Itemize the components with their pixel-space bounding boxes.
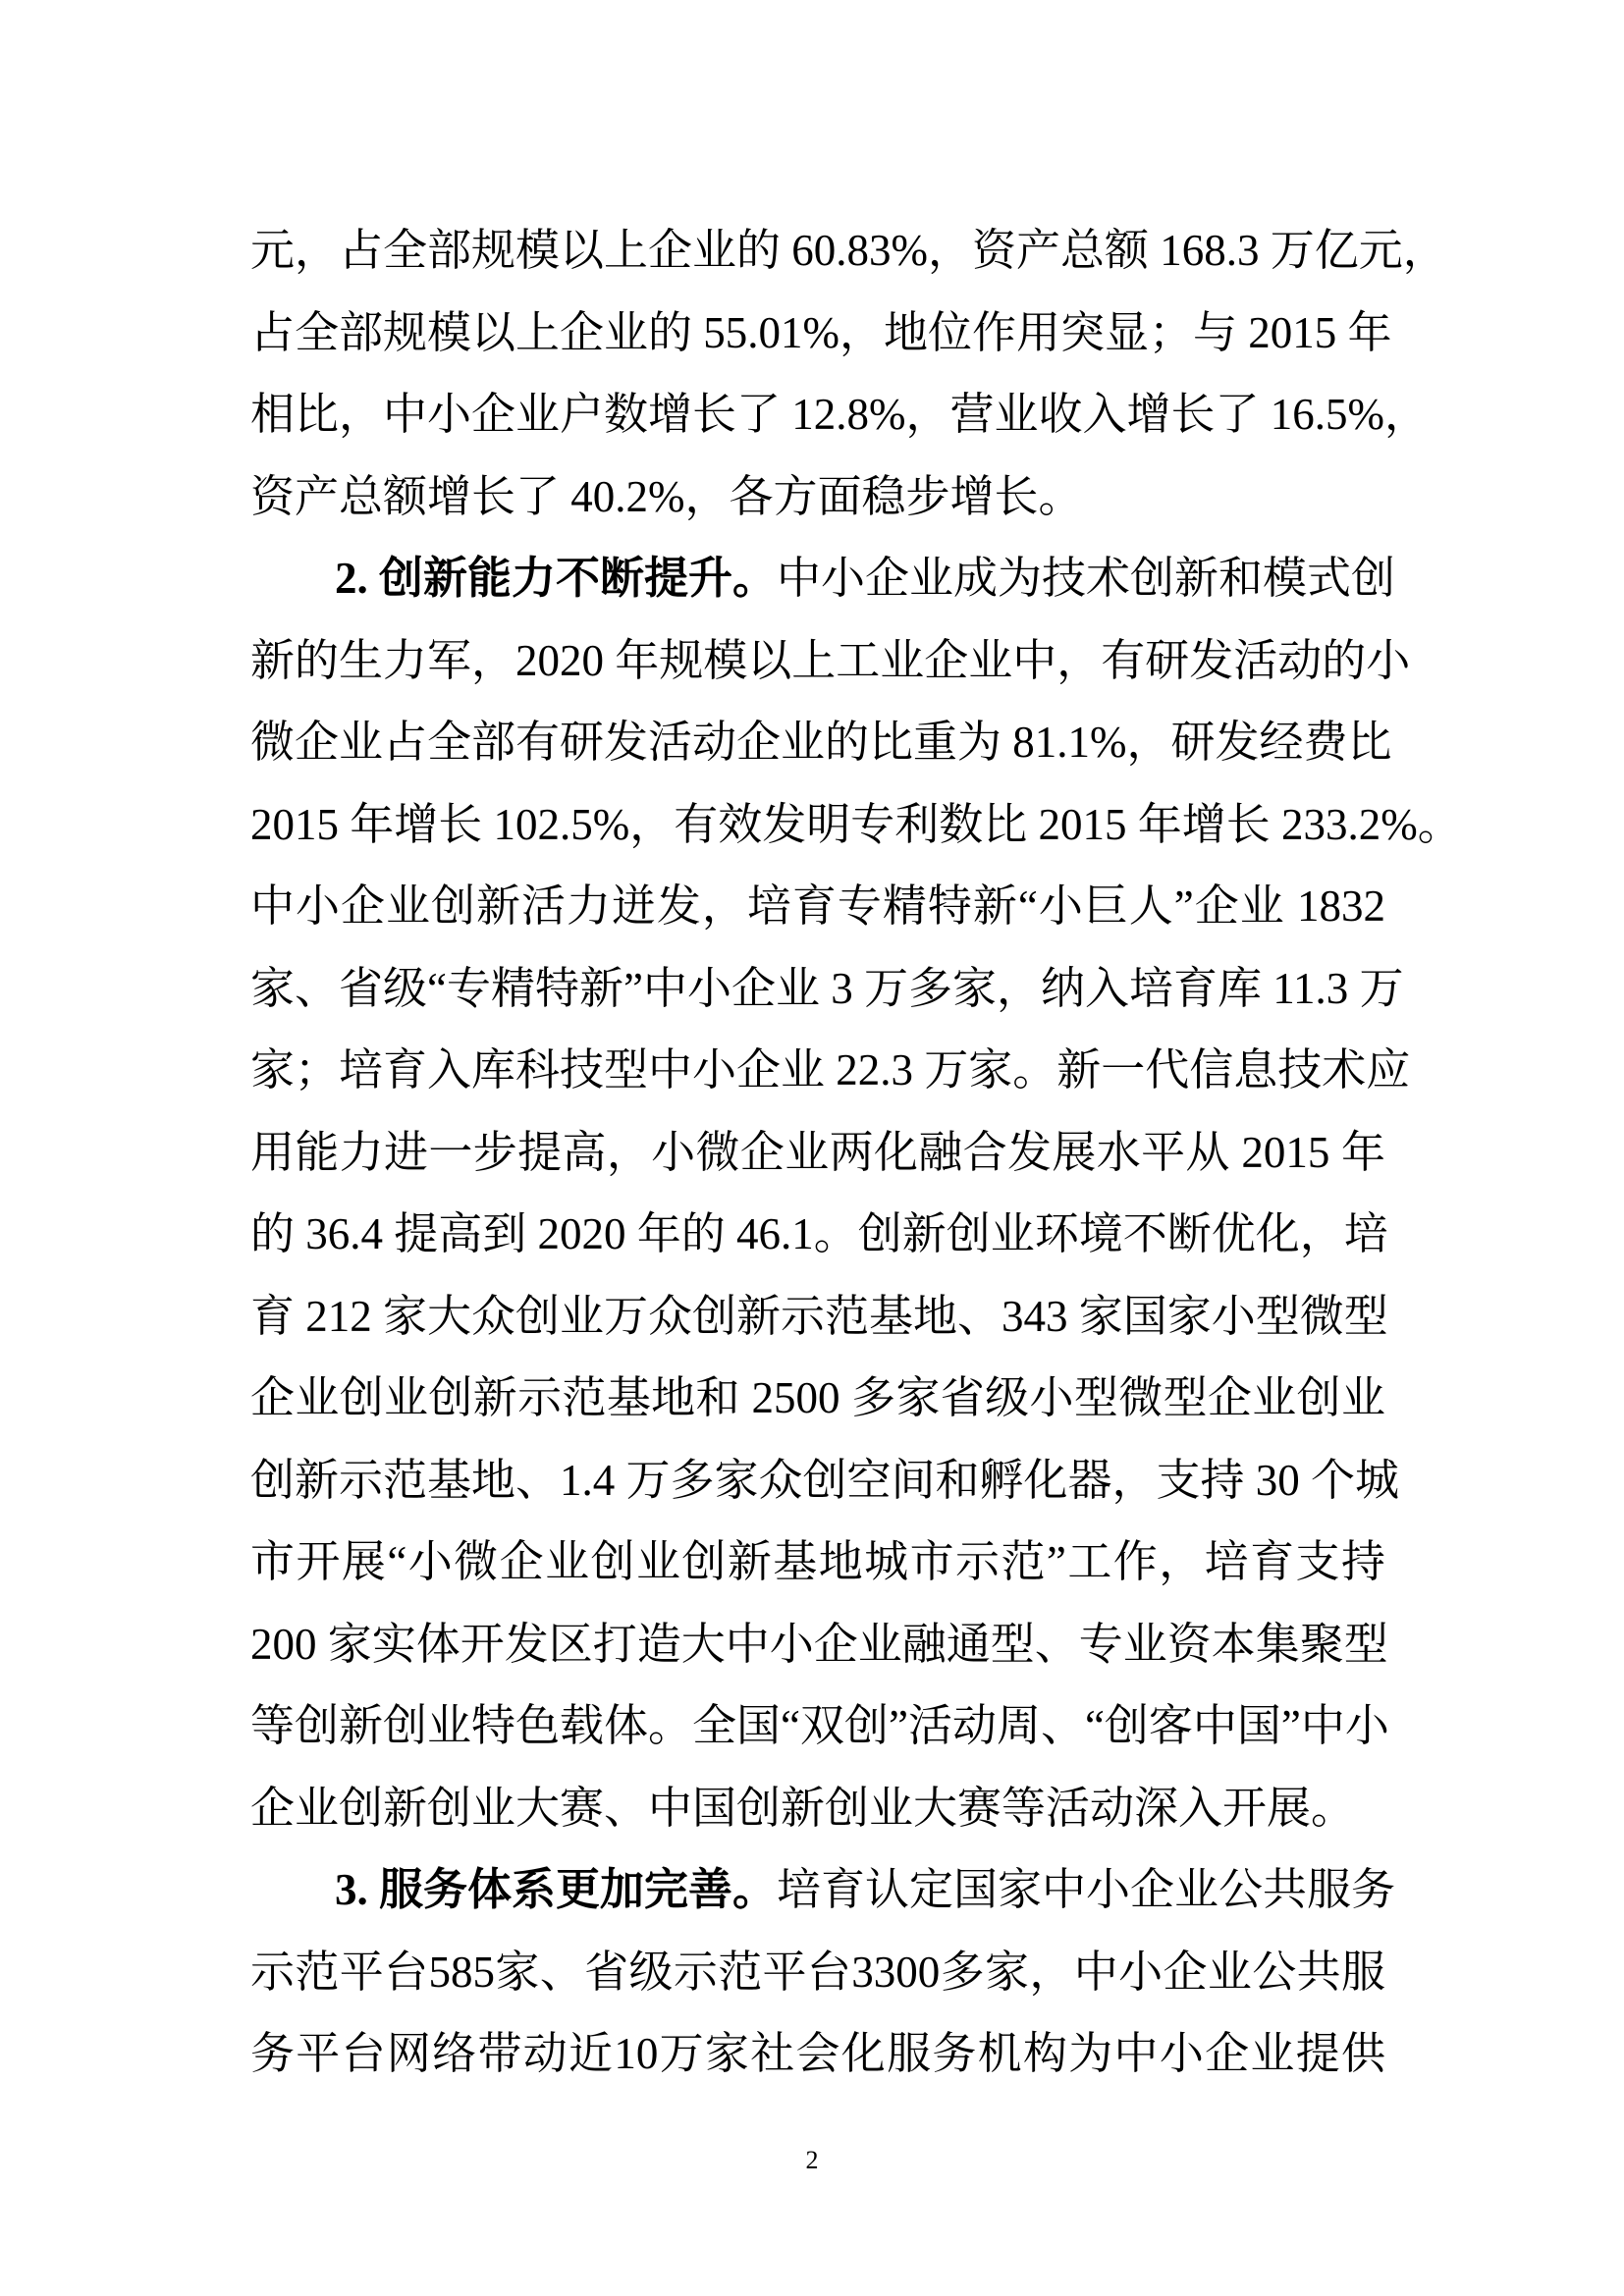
line-text: 务平台网络带动近10万家社会化服务机构为中小企业提供: [250, 2029, 1385, 2078]
text-line: [250, 1368, 1385, 1427]
line-text: 企业创业创新示范基地和 2500 多家省级小型微型企业创业: [250, 1373, 1385, 1422]
page-number: 2: [805, 2146, 819, 2174]
line-text: 的 36.4 提高到 2020 年的 46.1。创新创业环境不断优化，培: [250, 1209, 1388, 1258]
section-heading: 3. 服务体系更加完善。: [335, 1865, 778, 1914]
text-line: [250, 1615, 1388, 1674]
text-line: [250, 1204, 1388, 1263]
line-text: 用能力进一步提高，小微企业两化融合发展水平从 2015 年: [250, 1127, 1385, 1177]
line-text: 家；培育入库科技型中小企业 22.3 万家。新一代信息技术应: [250, 1045, 1411, 1095]
line-text: 相比，中小企业户数增长了 12.8%，营业收入增长了 16.5%，: [250, 390, 1429, 439]
text-line: [250, 1943, 1385, 2002]
section-heading-line: [250, 549, 1396, 608]
line-text: 占全部规模以上企业的 55.01%，地位作用突显；与 2015 年: [250, 307, 1392, 357]
line-text: 中小企业成为技术创新和模式创: [777, 554, 1396, 603]
text-line: [250, 1779, 1385, 1838]
text-line: [250, 303, 1392, 362]
line-text: 市开展“小微企业创业创新基地城市示范”工作，培育支持: [250, 1537, 1385, 1586]
line-text: 培育认定国家中小企业公共服务: [777, 1865, 1396, 1914]
section-heading: 2. 创新能力不断提升。: [335, 554, 778, 603]
text-line: [250, 467, 1385, 526]
text-line: [250, 877, 1385, 935]
text-line: [250, 959, 1404, 1018]
text-line: [250, 1287, 1388, 1346]
text-line: [250, 1451, 1400, 1510]
line-text: 家、省级“专精特新”中小企业 3 万多家，纳入培育库 11.3 万: [250, 963, 1404, 1013]
line-text: 等创新创业特色载体。全国“双创”活动周、“创客中国”中小: [250, 1701, 1389, 1750]
line-text: 2015 年增长 102.5%，有效发明专利数比 2015 年增长 233.2%。: [250, 799, 1462, 849]
section-heading-line: [250, 1860, 1396, 1919]
line-text: 微企业占全部有研发活动企业的比重为 81.1%，研发经费比: [250, 718, 1392, 767]
line-text: 示范平台585家、省级示范平台3300多家，中小企业公共服: [250, 1947, 1385, 1997]
text-line: [250, 221, 1447, 280]
line-text: 中小企业创新活力迸发，培育专精特新“小巨人”企业 1832: [250, 881, 1385, 931]
line-text: 企业创新创业大赛、中国创新创业大赛等活动深入开展。: [250, 1783, 1356, 1833]
line-text: 元，占全部规模以上企业的 60.83%，资产总额 168.3 万亿元，: [250, 226, 1447, 275]
text-line: [250, 1041, 1411, 1099]
line-text: 育 212 家大众创业万众创新示范基地、343 家国家小型微型: [250, 1291, 1388, 1341]
text-line: [250, 713, 1392, 772]
line-text: 资产总额增长了 40.2%，各方面稳步增长。: [250, 471, 1083, 521]
text-line: [250, 795, 1462, 854]
line-text: 新的生力军，2020 年规模以上工业企业中，有研发活动的小: [250, 635, 1411, 685]
line-text: 200 家实体开发区打造大中小企业融通型、专业资本集聚型: [250, 1619, 1388, 1669]
text-line: [250, 1532, 1385, 1591]
line-text: 创新示范基地、1.4 万多家众创空间和孵化器，支持 30 个城: [250, 1455, 1400, 1505]
text-line: [250, 385, 1429, 444]
text-line: [250, 1123, 1385, 1182]
text-line: [250, 1696, 1389, 1755]
text-line: [250, 631, 1411, 690]
text-line: [250, 2024, 1385, 2083]
